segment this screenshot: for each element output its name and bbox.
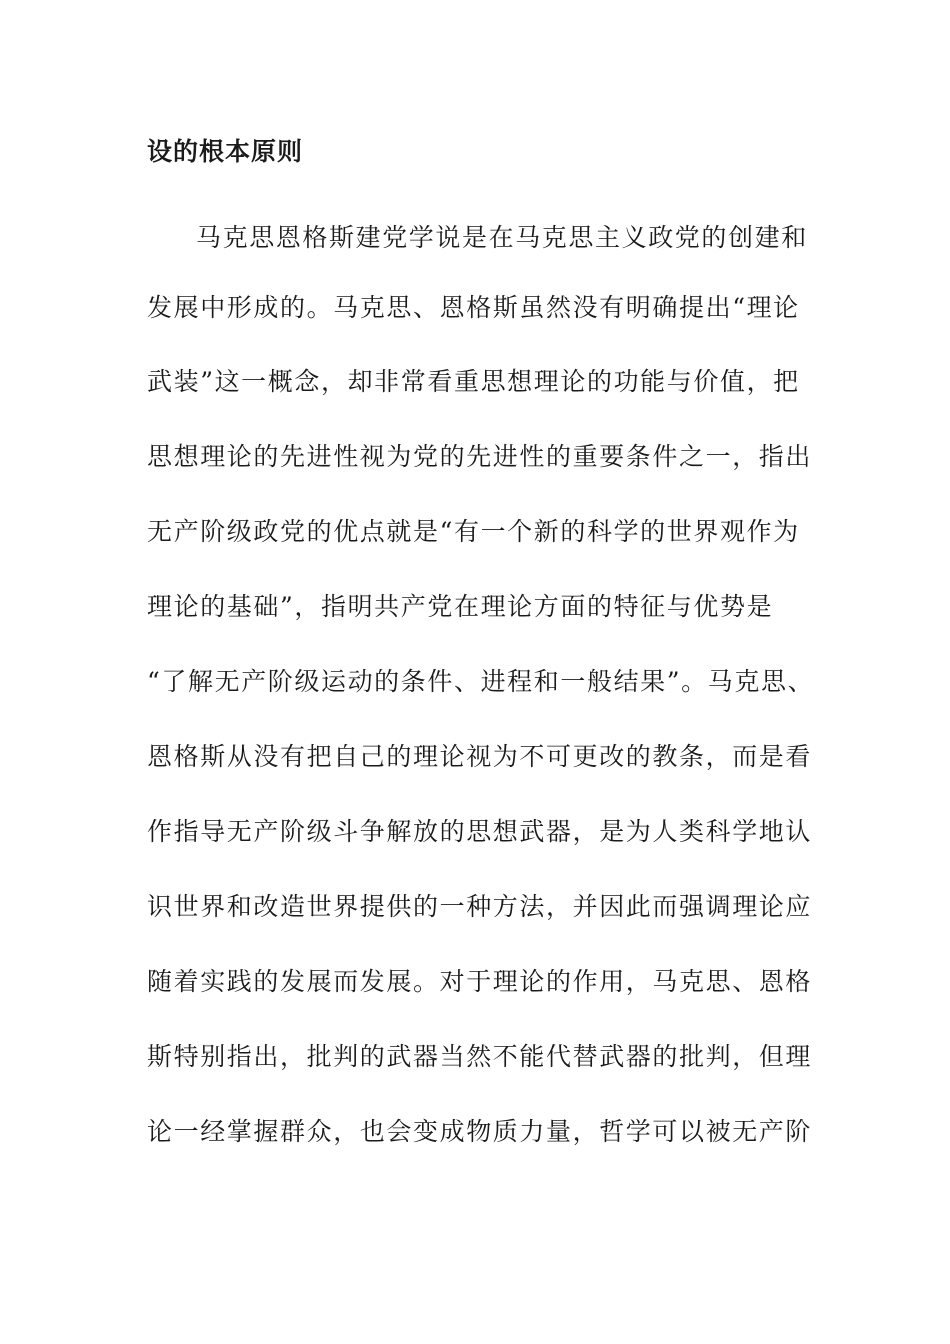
text-line-10: 识世界和改造世界提供的一种方法，并因此而强调理论应 [147,892,813,921]
text-line-11: 随着实践的发展而发展。对于理论的作用，马克思、恩格 [147,967,813,996]
text-line-5: 无产阶级政党的优点就是“有一个新的科学的世界观作为 [147,517,800,546]
text-line-13: 论一经掌握群众，也会变成物质力量，哲学可以被无产阶 [147,1117,813,1146]
text-line-7: “了解无产阶级运动的条件、进程和一般结果”。马克思、 [147,667,815,696]
text-line-3: 武装”这一概念，却非常看重思想理论的功能与价值，把 [147,367,800,396]
text-line-8: 恩格斯从没有把自己的理论视为不可更改的教条，而是看 [147,742,813,771]
text-line-9: 作指导无产阶级斗争解放的思想武器，是为人类科学地认 [147,817,813,846]
text-line-1: 马克思恩格斯建党学说是在马克思主义政党的创建和 [196,223,808,252]
text-line-2: 发展中形成的。马克思、恩格斯虽然没有明确提出“理论 [147,293,800,322]
text-line-4: 思想理论的先进性视为党的先进性的重要条件之一，指出 [147,442,813,471]
section-heading: 设的根本原则 [147,137,304,166]
text-line-6: 理论的基础”，指明共产党在理论方面的特征与优势是 [147,592,774,621]
text-line-12: 斯特别指出，批判的武器当然不能代替武器的批判，但理 [147,1042,813,1071]
